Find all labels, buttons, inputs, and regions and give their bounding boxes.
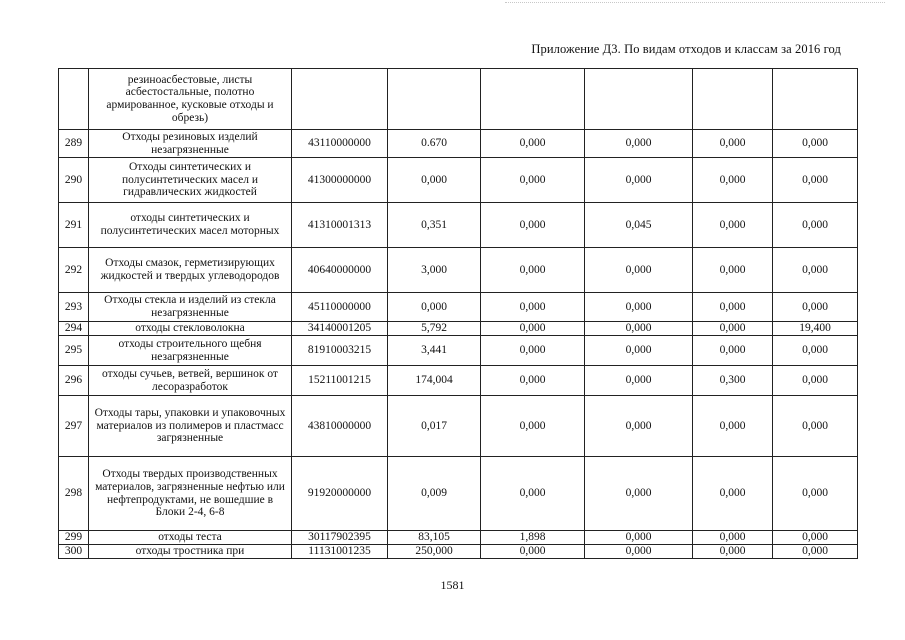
waste-name-cell: отходы тростника при <box>89 545 292 559</box>
value-cell: 0,000 <box>693 203 773 248</box>
table-row <box>59 158 858 203</box>
table-row <box>59 457 858 531</box>
value-cell: 0,000 <box>481 322 585 336</box>
value-cell: 0,000 <box>693 158 773 203</box>
table-row <box>59 322 858 336</box>
value-cell: 0,000 <box>773 203 858 248</box>
value-cell: 0,000 <box>693 396 773 457</box>
value-cell: 0,000 <box>585 336 693 366</box>
code-cell: 30117902395 <box>292 531 388 545</box>
value-cell: 0,000 <box>773 158 858 203</box>
value-cell: 0,000 <box>481 396 585 457</box>
value-cell: 0,000 <box>585 366 693 396</box>
table-row <box>59 366 858 396</box>
value-cell: 0,000 <box>693 248 773 293</box>
value-cell: 0,000 <box>481 130 585 158</box>
value-cell: 0,000 <box>585 248 693 293</box>
waste-name-cell: Отходы тары, упаковки и упаковочных материалов из полимеров и пластмасс загрязненные <box>89 396 292 457</box>
value-cell: 0,000 <box>481 248 585 293</box>
waste-name-cell: отходы синтетических и полусинтетических масел моторных <box>89 203 292 248</box>
value-cell: 19,400 <box>773 322 858 336</box>
waste-name-cell: Отходы твердых производственных материалов, загрязненные нефтью или нефтепродуктами, не вошедшие в Блоки 2-4, 6-8 <box>89 457 292 531</box>
value-cell: 0,000 <box>693 322 773 336</box>
value-cell: 5,792 <box>388 322 481 336</box>
code-cell <box>292 69 388 130</box>
value-cell: 0,000 <box>481 366 585 396</box>
value-cell: 0,000 <box>585 130 693 158</box>
value-cell: 0,000 <box>585 531 693 545</box>
code-cell: 34140001205 <box>292 322 388 336</box>
value-cell: 0,000 <box>773 293 858 322</box>
value-cell: 0,000 <box>388 293 481 322</box>
row-number-cell: 294 <box>59 322 89 336</box>
page-title: Приложение Д3. По видам отходов и классам за 2016 год <box>531 42 841 56</box>
value-cell: 3,000 <box>388 248 481 293</box>
value-cell: 0,000 <box>693 545 773 559</box>
code-cell: 43810000000 <box>292 396 388 457</box>
waste-name-cell: отходы стекловолокна <box>89 322 292 336</box>
code-cell: 91920000000 <box>292 457 388 531</box>
value-cell: 0,000 <box>773 457 858 531</box>
table-row <box>59 293 858 322</box>
value-cell: 0,000 <box>693 336 773 366</box>
waste-name-cell: Отходы стекла и изделий из стекла незагрязненные <box>89 293 292 322</box>
waste-name-cell: Отходы синтетических и полусинтетических масел и гидравлических жидкостей <box>89 158 292 203</box>
value-cell: 3,441 <box>388 336 481 366</box>
value-cell: 0,000 <box>481 457 585 531</box>
value-cell <box>585 69 693 130</box>
row-number-cell: 299 <box>59 531 89 545</box>
table-row <box>59 336 858 366</box>
waste-name-cell: отходы строительного щебня незагрязненные <box>89 336 292 366</box>
value-cell: 0,000 <box>481 158 585 203</box>
code-cell: 81910003215 <box>292 336 388 366</box>
value-cell: 0,000 <box>585 293 693 322</box>
value-cell <box>693 69 773 130</box>
row-number-cell: 296 <box>59 366 89 396</box>
value-cell: 250,000 <box>388 545 481 559</box>
code-cell: 43110000000 <box>292 130 388 158</box>
page-number: 1581 <box>440 578 465 592</box>
table-row <box>59 248 858 293</box>
row-number-cell <box>59 69 89 130</box>
row-number-cell: 297 <box>59 396 89 457</box>
waste-table <box>58 68 858 559</box>
value-cell: 0,000 <box>693 130 773 158</box>
value-cell <box>773 69 858 130</box>
table-row <box>59 130 858 158</box>
value-cell: 0,045 <box>585 203 693 248</box>
code-cell: 11131001235 <box>292 545 388 559</box>
waste-name-cell: отходы сучьев, ветвей, вершинок от лесоразработок <box>89 366 292 396</box>
waste-name-cell: Отходы резиновых изделий незагрязненные <box>89 130 292 158</box>
value-cell: 0,000 <box>388 158 481 203</box>
value-cell: 0,000 <box>773 130 858 158</box>
row-number-cell: 298 <box>59 457 89 531</box>
value-cell: 0,000 <box>585 545 693 559</box>
value-cell: 1,898 <box>481 531 585 545</box>
value-cell: 0,000 <box>773 545 858 559</box>
value-cell: 0,000 <box>585 396 693 457</box>
waste-name-cell: отходы теста <box>89 531 292 545</box>
value-cell: 0,000 <box>585 158 693 203</box>
value-cell: 0,000 <box>585 322 693 336</box>
value-cell: 0,000 <box>481 293 585 322</box>
waste-name-cell: Отходы смазок, герметизирующих жидкостей и твердых углеводородов <box>89 248 292 293</box>
value-cell: 0,000 <box>481 545 585 559</box>
code-cell: 40640000000 <box>292 248 388 293</box>
row-number-cell: 291 <box>59 203 89 248</box>
value-cell: 174,004 <box>388 366 481 396</box>
row-number-cell: 295 <box>59 336 89 366</box>
value-cell: 0,000 <box>693 293 773 322</box>
value-cell: 0,351 <box>388 203 481 248</box>
table-row <box>59 531 858 545</box>
row-number-cell: 293 <box>59 293 89 322</box>
table-row <box>59 203 858 248</box>
value-cell: 0,000 <box>773 336 858 366</box>
value-cell: 0,000 <box>773 396 858 457</box>
code-cell: 45110000000 <box>292 293 388 322</box>
value-cell: 0,009 <box>388 457 481 531</box>
value-cell: 0,000 <box>693 531 773 545</box>
value-cell: 0,000 <box>773 531 858 545</box>
value-cell: 0,000 <box>773 248 858 293</box>
waste-name-cell: резиноасбестовые, листы асбестостальные, полотно армированное, кусковые отходы и обрезь) <box>89 69 292 130</box>
value-cell: 0,000 <box>585 457 693 531</box>
table-row <box>59 545 858 559</box>
value-cell: 0,000 <box>773 366 858 396</box>
table-row <box>59 396 858 457</box>
value-cell: 83,105 <box>388 531 481 545</box>
row-number-cell: 292 <box>59 248 89 293</box>
value-cell: 0,000 <box>481 336 585 366</box>
value-cell <box>481 69 585 130</box>
row-number-cell: 290 <box>59 158 89 203</box>
value-cell <box>388 69 481 130</box>
value-cell: 0,000 <box>481 203 585 248</box>
value-cell: 0.670 <box>388 130 481 158</box>
code-cell: 15211001215 <box>292 366 388 396</box>
value-cell: 0,000 <box>693 457 773 531</box>
row-number-cell: 289 <box>59 130 89 158</box>
table-row-carryover <box>59 69 858 130</box>
value-cell: 0,300 <box>693 366 773 396</box>
row-number-cell: 300 <box>59 545 89 559</box>
scan-artifact <box>505 2 885 5</box>
code-cell: 41300000000 <box>292 158 388 203</box>
code-cell: 41310001313 <box>292 203 388 248</box>
value-cell: 0,017 <box>388 396 481 457</box>
